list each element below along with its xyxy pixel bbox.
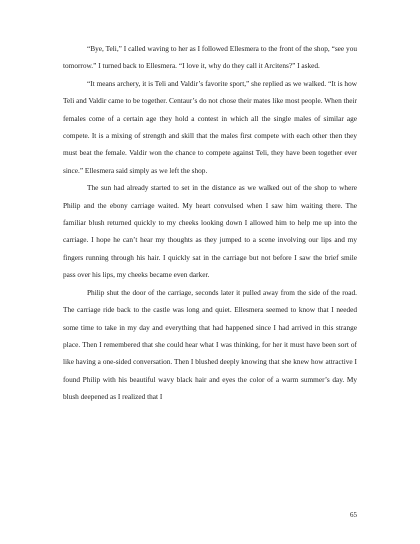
paragraph-archery-explanation: “It means archery, it is Teli and Valdir’s favorite sport,” she replied as we walked. “It is how Teli and Valdir came to be together. Centaur’s do not chose their mates like most people. When their females come of a certain age they hold a contest in which all the single males of similar age compete. It is a mixing of strength and skill that the males first compete with each other then they must beat the female. Valdir won the chance to compete against Teli, they have been together ever since.” Ellesmera said simply as we left the shop. [63, 78, 357, 175]
paragraph-farewell: “Bye, Teli,” I called waving to her as I followed Ellesmera to the front of the shop, “see you tomorrow.” I turned back to Ellesmera. “I love it, why do they call it Arcitens?” I asked. [63, 44, 357, 71]
paragraph-carriage-ride: Philip shut the door of the carriage, seconds later it pulled away from the side of the road. The carriage ride back to the castle was long and quiet. Ellesmera seemed to know that I needed some time to take in my day and everything that had happened since I had arrived in this strange place. Then I remembered that she could hear what I was thinking, for her it must have been sort of like having a one-sided conversation. Then I blushed deeply knowing that she knew how attractive I found Philip with his beautiful wavy black hair and eyes the color of a warm summer’s day. My blush deepened as I realized that I [63, 287, 357, 402]
page-number: 65 [350, 511, 357, 519]
page-body [63, 40, 357, 406]
paragraph-carriage-arrival: The sun had already started to set in the distance as we walked out of the shop to where Philip and the ebony carriage waited. My heart convulsed when I saw him waiting there. The familiar blush returned quickly to my cheeks looking down I allowed him to help me up into the carriage. I hope he can’t hear my thoughts as they jumped to a scene involving our lips and my fingers running through his hair. I quickly sat in the carriage but not before I saw the brief smile pass over his lips, my cheeks became even darker. [63, 183, 357, 280]
